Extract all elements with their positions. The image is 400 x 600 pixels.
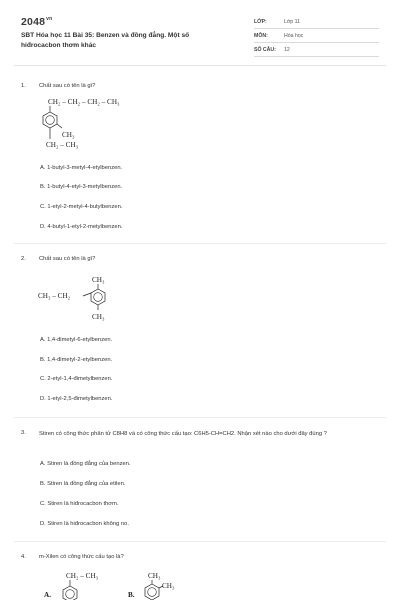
formula-a-label: A. (44, 591, 51, 599)
answer-option[interactable]: C. Stiren là hiđrocacbon thơm. (40, 501, 119, 507)
structure-formula-4[interactable] (36, 568, 196, 600)
question-number: 2. (21, 256, 26, 262)
formula-b-top-methyl: CH₃ (148, 572, 161, 580)
formula-top-chain: CH₂ – CH₂ – CH₂ – CH₃ (48, 98, 120, 106)
meta-key: LỚP: (254, 19, 267, 25)
meta-row-subject (254, 31, 379, 43)
formula-b-label: B. (128, 591, 135, 599)
formula-substituent-ethyl: CH₂ – CH₃ (46, 141, 79, 149)
answer-option[interactable]: A. Stiren là đồng đẳng của benzen. (40, 461, 131, 467)
question-divider (14, 417, 386, 418)
formula-left-ethyl: CH₃ – CH₂ (38, 292, 71, 300)
formula-substituent-methyl: CH₃ (62, 131, 75, 139)
site-logo[interactable] (21, 16, 52, 28)
answer-option[interactable]: B. 1,4-đimetyl-2-etylbenzen. (40, 357, 113, 363)
question-number: 4. (21, 554, 26, 560)
answer-option[interactable]: B. 1-butyl-4-etyl-3-metylbenzen. (40, 184, 123, 190)
meta-key: MÔN: (254, 33, 268, 39)
formula-top-methyl: CH₃ (92, 276, 105, 284)
question-text: Chất sau có tên là gì? (39, 83, 96, 89)
logo-text: 2048 (21, 16, 46, 28)
answer-option[interactable]: B. Stiren là đồng đẳng của etilen. (40, 481, 126, 487)
question-number: 3. (21, 430, 26, 436)
answer-option[interactable]: D. Stiren là hiđrocacbon không no. (40, 521, 129, 527)
question-number: 1. (21, 83, 26, 89)
benzene-ring (63, 586, 77, 600)
question-divider (14, 243, 386, 244)
meta-value: Hóa học (284, 33, 304, 39)
formula-b-side-methyl: CH₃ (162, 582, 175, 590)
benzene-ring (43, 112, 57, 128)
formula-a-ethyl: CH₂ – CH₃ (66, 572, 99, 580)
answer-option[interactable]: D. 1-etyl-2,5-đimetylbenzen. (40, 396, 113, 402)
answer-option[interactable]: A. 1,4-đimetyl-6-etylbenzen. (40, 337, 113, 343)
answer-option[interactable]: C. 2-etyl-1,4-đimetylbenzen. (40, 376, 113, 382)
answer-option[interactable]: C. 1-etyl-2-metyl-4-butylbenzen. (40, 204, 123, 210)
logo-superscript: vn (46, 16, 53, 22)
question-text: Stiren có công thức phân tử C8H8 và có công thức cấu tạo: C6H5-CH=CH2. Nhận xét nào cho dưới đây đúng ? (39, 431, 327, 437)
question-text: m-Xilen có công thức cấu tạo là? (39, 554, 124, 560)
answer-option[interactable]: A. 1-butyl-3-metyl-4-etylbenzen. (40, 165, 123, 171)
answer-option[interactable]: D. 4-butyl-1-etyl-2-metylbenzen. (40, 224, 123, 230)
formula-bottom-methyl: CH₃ (92, 313, 105, 321)
benzene-ring (145, 584, 159, 600)
structure-formula-1 (36, 95, 166, 155)
structure-formula-2 (36, 272, 146, 328)
document-title: SBT Hóa học 11 Bài 35: Benzen và đồng đẳng. Một số hiđrocacbon thơm khác (21, 32, 190, 49)
meta-key: SỐ CÂU: (254, 47, 276, 53)
question-divider (14, 541, 386, 542)
header-divider (14, 65, 386, 66)
meta-row-class (254, 17, 379, 29)
benzene-ring (91, 289, 105, 305)
meta-value: 12 (284, 47, 290, 53)
question-text: Chất sau có tên là gì? (39, 256, 96, 262)
meta-value: Lớp 11 (284, 19, 300, 25)
meta-row-count (254, 45, 379, 57)
